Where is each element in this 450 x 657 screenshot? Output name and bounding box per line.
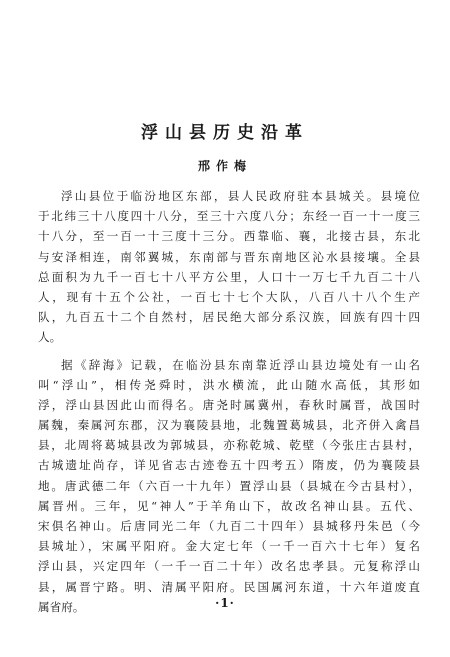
text-line: 与安泽相连，南邻翼城，东南部与晋东南地区沁水县接壤。全县 xyxy=(38,249,420,264)
text-line: 浮，浮山县因此山而得名。唐尧时属冀州，春秋时属晋，战国时 xyxy=(38,397,420,412)
text-line: 属省府。 xyxy=(38,599,85,614)
text-line: 属魏，秦属河东郡，汉为襄陵县地，北魏置葛城县，北齐併入禽昌 xyxy=(38,418,420,433)
text-line: 县，北周将葛城县改为郭城县，亦称乾城、乾壁（今张庄古县村， xyxy=(38,438,420,453)
text-line: 队，九百五十二个自然村，居民绝大部分系汉族，回族有四十四 xyxy=(38,310,420,325)
text-line: 古城遗址尚存，详见省志古迹卷五十四考五）隋废，仍为襄陵县 xyxy=(38,458,420,473)
paragraph-gap xyxy=(38,348,420,355)
text-line: 地。唐武德二年（六百一十九年）置浮山县（县城在今古县村）， xyxy=(38,478,420,493)
text-line: 属晋州。三年，见“神人”于羊角山下，故改名神山县。五代、 xyxy=(38,498,420,513)
paragraph-1 xyxy=(38,186,420,348)
text-line: 宋俱名神山。后唐同光二年（九百二十四年）县城移丹朱邑（今 xyxy=(38,519,420,533)
text-line: 人。 xyxy=(38,330,62,345)
text-line: 浮山县，兴定四年（一千一百二十年）改名忠孝县。元复称浮山 xyxy=(38,559,420,574)
text-line: 十八分，至一百一十三度十三分。西靠临、襄，北接古县，东北 xyxy=(38,229,420,244)
paragraph-2 xyxy=(38,355,420,617)
body-text xyxy=(38,186,420,617)
text-line: 人，现有十五个公社，一百七十七个大队，八百八十八个生产 xyxy=(38,289,420,304)
text-line: 浮山县位于临汾地区东部，县人民政府驻本县城关。县境位 xyxy=(61,189,420,203)
text-line: 据《辞海》记载，在临汾县东南靠近浮山县边境处有一山名 xyxy=(61,357,420,372)
text-line: 总面积为九千一百七十八平方公里，人口十一万七千九百二十八 xyxy=(38,269,420,284)
text-line: 叫“浮山”，相传尧舜时，洪水横流，此山随水高低，其形如 xyxy=(38,377,420,392)
text-line: 县，属晋宁路。明、清属平阳府。民国属河东道，十六年道废直 xyxy=(38,579,420,594)
page-number: ·1· xyxy=(215,596,235,610)
text-line: 于北纬三十八度四十八分，至三十六度八分；东经一百一十一度三 xyxy=(38,209,420,224)
page-title: 浮山县历史沿革 xyxy=(141,123,309,143)
author-name: 邢作梅 xyxy=(197,159,252,173)
text-line: 县城址），宋属平阳府。金大定七年（一千一百六十七年）复名 xyxy=(38,539,420,554)
